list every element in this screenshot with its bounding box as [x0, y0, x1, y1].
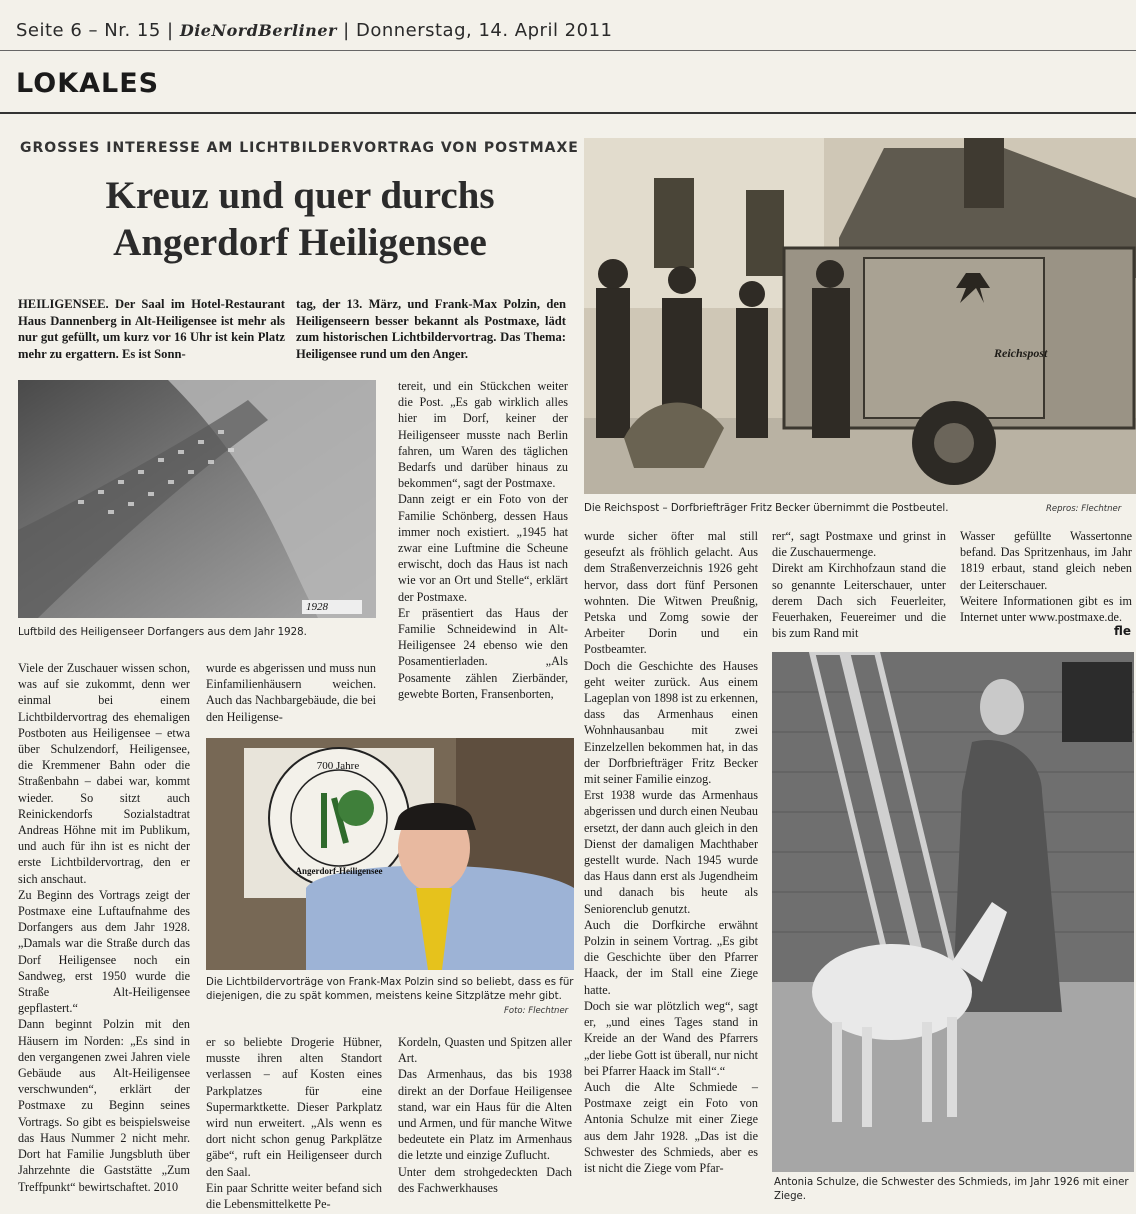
speaker-photo-caption: Die Lichtbildervorträge von Frank-Max Polzin sind so beliebt, dass es für diejenigen, die zu spät kommen, meistens keine Sitzplätze mehr gibt. [206, 977, 574, 1002]
paragraph: Dann beginnt Polzin mit den Häusern im Norden: „Es sind in den vergangenen zwei Jahren viele Gebäude aus Alt-Heiligensee verschwunden“, erklärt der Postmaxe zu Beginn seines Vortrags. So gibt es beispielsweise das Haus Nummer 2 nicht mehr. Dort hat Familie Jungsbluth über Jahrzehnte die Gaststätte „Zum Treffpunkt“ bewirtschaftet. 2010 [18, 1017, 190, 1194]
paragraph: Unter dem strohgedeckten Dach des Fachwerkhauses [398, 1164, 572, 1195]
author-initials: fle [1114, 624, 1132, 638]
column-middle-top [398, 378, 568, 702]
issue-number: Seite 6 – Nr. 15 [16, 20, 161, 41]
paragraph: tereit, und ein Stückchen weiter die Post. „Es gab wirklich alles hier im Dorf, keiner der Heiligenseer musste nach Berlin fahren, um Waren des täglichen Bedarfs und darüber hinaus zu bekommen“, sagt der Postmaxe. [398, 379, 568, 491]
goat-photo [772, 652, 1134, 1172]
column-4 [584, 528, 758, 1176]
masthead: Seite 6 – Nr. 15 | DieNordBerliner | Donnerstag, 14. April 2011 [16, 20, 613, 41]
column-5-top [772, 528, 946, 641]
paragraph: Zu Beginn des Vortrags zeigt der Postmaxe eine Luftaufnahme des Dorfangers aus dem Jahr 1928. „Damals war die Straße durch das Dorf Heiligensee noch ein Sandweg, erst 1950 wurde die Straße Alt-Heiligensee gepflastert.“ [18, 887, 190, 1016]
section-divider [0, 112, 1136, 114]
paragraph: Ein paar Schritte weiter befand sich die Lebensmittelkette Pe- [206, 1180, 382, 1212]
paragraph: Dann zeigt er ein Foto von der Familie Schönberg, dessen Haus immer noch existiert. „1945 hat zwar eine Luftmine die Scheune erwischt, doch das Haus ist nach wie vor an Ort und Stelle“, erklärt der Postmaxe. [398, 492, 568, 604]
column-2-bottom [206, 1034, 382, 1212]
paragraph: Weitere Informationen gibt es im Internet unter www.postmaxe.de. [960, 593, 1132, 625]
speaker-photo [206, 738, 574, 970]
truck-lettering: Reichspost [994, 346, 1048, 360]
reichspost-truck-image [584, 138, 1136, 494]
paragraph: Viele der Zuschauer wissen schon, was auf sie zukommt, denn wer einmal bei einem Lichtbildervortrag des ehemaligen Postboten aus Heiligensee – etwa über Schulzendorf, Heiligensee, die Kremmener Bahn oder die Straßenbahn – dabei war, kommt wieder. So sitzt auch Reinickendorfs Sozialstadtrat Andreas Höhne mit im Publikum, und auch für ihn ist es nicht der erste Lichtbildervortrag, den er sich anschaut. [18, 661, 190, 886]
article-title [20, 172, 580, 266]
title-line-1: Kreuz und quer durchs [105, 174, 495, 217]
lead-paragraph-right: tag, der 13. März, und Frank-Max Polzin, den Heiligenseern besser bekannt als Postmaxe, lädt zum historischen Lichtbildervortrag. Das Thema: Heiligensee rund um den Anger. [296, 297, 566, 361]
aerial-photo-caption: Luftbild des Heiligenseer Dorfangers aus dem Jahr 1928. [18, 627, 307, 638]
lead-paragraph-left: HEILIGENSEE. Der Saal im Hotel-Restaurant Haus Dannenberg in Alt-Heiligensee ist mehr als nur gut gefüllt, um kurz vor 16 Uhr ist kein Platz mehr zu ergattern. Es ist Sonn- [18, 297, 285, 361]
paragraph: Direkt am Kirchhofzaun stand die so genannte Leiterschauer, unter derem Dach sich Feuerleiter, Feuerhaken, Feuereimer und die bis zum Rand mit [772, 561, 946, 641]
masthead-divider [0, 50, 1136, 51]
speaker-photo-image [206, 738, 574, 970]
column-3-bottom [398, 1034, 572, 1196]
paragraph: Das Armenhaus, das bis 1938 direkt an der Dorfaue Heiligensee stand, war ein Haus für die Alten und Armen, und für manche Witwe bedeutete ein Platz im Armenhaus die letzte und einzige Zuflucht. [398, 1067, 572, 1163]
paragraph: er so beliebte Drogerie Hübner, musste ihren alten Standort verlassen – auf Kosten eines Parkplatzes für eine Supermarktkette. Dieser Parkplatz wird nun erweitert. „Als wenn es dort nicht schon genug Parkplätze gäbe“, ruft ein Heiligenseer durch den Saal. [206, 1035, 382, 1179]
title-line-2: Angerdorf Heiligensee [113, 221, 487, 264]
paragraph: Auch die Alte Schmiede – Postmaxe zeigt ein Foto von Antonia Schulze mit einer Ziege aus dem Jahr 1928. „Das ist die Schwester des Schmieds, aber es ist nicht die Ziege vom Pfar- [584, 1079, 758, 1175]
column-6-top [960, 528, 1132, 625]
aerial-photo-year: 1928 [306, 601, 328, 613]
paragraph: Wasser gefüllte Wassertonne befand. Das Spritzenhaus, im Jahr 1819 erbaut, stand gleich neben der Leiterschauer. [960, 529, 1132, 592]
speaker-photo-credit: Foto: Flechtner [504, 1006, 569, 1016]
goat-photo-image [772, 652, 1134, 1172]
truck-photo-credit: Repros: Flechtner [1046, 504, 1122, 514]
article-kicker: GROSSES INTERESSE AM LICHTBILDERVORTRAG VON POSTMAXE [20, 140, 579, 156]
paragraph: Erst 1938 wurde das Armenhaus abgerissen und durch einen Neubau ersetzt, der dann auch gleich in den Dienst der damaligen Machthaber gestellt wurde. Nach 1945 wurde das Haus dann erst als Jugendheim und danach bis heute als Seniorenclub genutzt. [584, 788, 758, 916]
aerial-photo-image [18, 380, 376, 618]
sign-village-text: Angerdorf-Heiligensee [295, 866, 383, 876]
goat-photo-caption: Antonia Schulze, die Schwester des Schmieds, im Jahr 1926 mit einer Ziege. [774, 1177, 1129, 1202]
issue-date: Donnerstag, 14. April 2011 [355, 20, 613, 41]
paragraph: wurde sicher öfter mal still geseufzt als fröhlich gelacht. Aus dem Straßenverzeichnis 1926 geht hervor, dass dort fünf Personen wohnten. Die Witwen Preußnig, Petska und Zomg sowie der Arbeiter Dorin und ein Postbeamter. [584, 529, 758, 657]
column-1 [18, 660, 190, 1195]
paragraph: Doch sie war plötzlich weg“, sagt er, „und eines Tages stand in Kreide an der Wand des Pfarrers „der liebe Gott ist überall, nur nicht bei Pfarrer Haack im Stall“.“ [584, 998, 758, 1078]
paragraph: Kordeln, Quasten und Spitzen aller Art. [398, 1035, 572, 1066]
paragraph: Auch die Dorfkirche erwähnt Polzin in seinem Vortrag. „Es gibt die Geschichte über den Pfarrer Haack, der im Stall eine Ziege hatte. [584, 917, 758, 997]
paragraph: rer“, sagt Postmaxe und grinst in die Zuschauermenge. [772, 529, 946, 560]
column-2-top: wurde es abgerissen und muss nun Einfamilienhäusern weichen. Auch das Nachbargebäude, die bei den Heiligense- [206, 661, 376, 724]
sign-anniversary-text: 700 Jahre [316, 760, 360, 772]
section-title: LOKALES [16, 68, 160, 99]
truck-photo-caption: Die Reichspost – Dorfbriefträger Fritz Becker übernimmt die Postbeutel. [584, 503, 949, 514]
paragraph: Doch die Geschichte des Hauses geht weiter zurück. Aus einem Lageplan von 1898 ist zu erkennen, dass das Armenhaus einen Wohnhausanbau mit zwei Einzelzellen bekommen hat, in das der Dorfbriefträger Fritz Becker mit seiner Familie einzog. [584, 658, 758, 787]
newspaper-logo: DieNordBerliner [179, 21, 337, 40]
aerial-photo [18, 380, 376, 618]
paragraph: Er präsentiert das Haus der Familie Schneidewind in Alt-Heiligensee 24 ebenso wie den Posamentierladen. „Als Posamente zählen Zierbänder, gewebte Borten, Fransenborten, [398, 605, 568, 701]
reichspost-truck-photo [584, 138, 1136, 494]
